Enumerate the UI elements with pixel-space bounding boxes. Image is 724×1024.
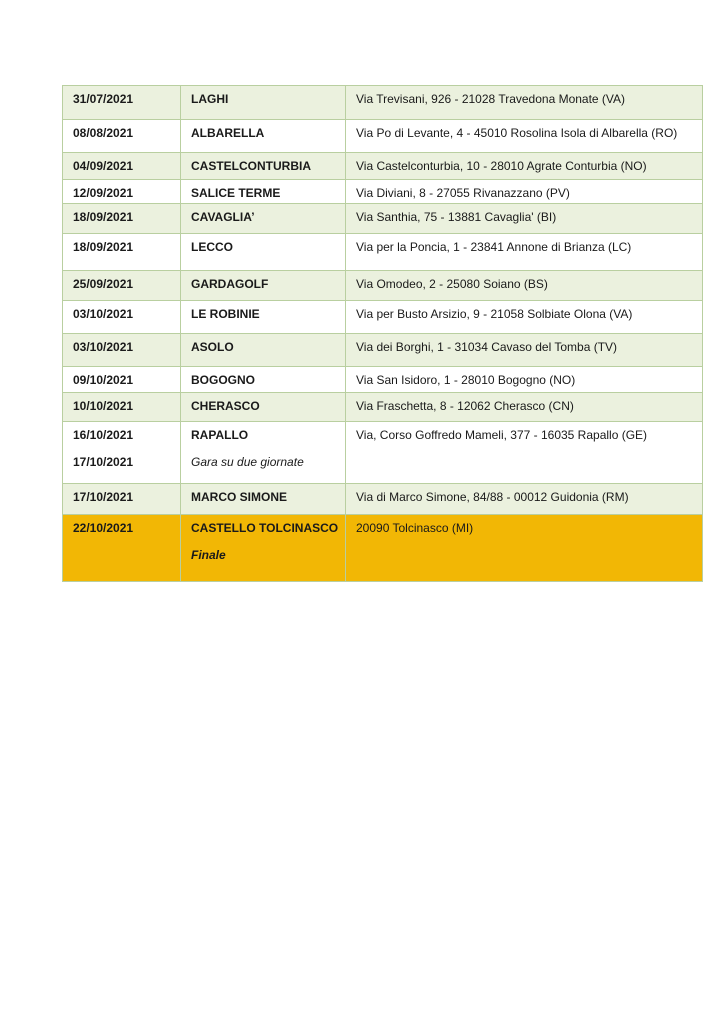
table-row — [63, 120, 703, 153]
course-cell: ALBARELLA — [191, 126, 265, 140]
table-row — [63, 484, 703, 515]
table-row — [63, 234, 703, 271]
address-cell: Via Trevisani, 926 - 21028 Travedona Monate (VA) — [356, 92, 626, 106]
table-row — [63, 422, 703, 484]
table-row — [63, 334, 703, 367]
table-row — [63, 271, 703, 301]
address-cell: Via Santhia, 75 - 13881 Cavaglia' (BI) — [356, 210, 557, 224]
address-cell: Via per Busto Arsizio, 9 - 21058 Solbiate Olona (VA) — [356, 307, 633, 321]
course-cell: CAVAGLIA’ — [191, 210, 255, 224]
table-row — [63, 180, 703, 204]
course-cell: ASOLO — [191, 340, 234, 354]
course-cell: CHERASCO — [191, 399, 260, 413]
course-cell: GARDAGOLF — [191, 277, 269, 291]
address-cell: Via Po di Levante, 4 - 45010 Rosolina Isola di Albarella (RO) — [356, 126, 678, 140]
date-cell: 04/09/2021 — [73, 159, 134, 173]
address-cell: Via Diviani, 8 - 27055 Rivanazzano (PV) — [356, 186, 570, 200]
table-row-final — [63, 515, 703, 582]
course-cell: MARCO SIMONE — [191, 490, 287, 504]
date-cell: 17/10/2021 — [73, 490, 134, 504]
table-row — [63, 204, 703, 234]
address-cell: Via Castelconturbia, 10 - 28010 Agrate Conturbia (NO) — [356, 159, 647, 173]
table-row — [63, 393, 703, 422]
date-cell: 22/10/2021 — [73, 521, 134, 535]
course-note: Finale — [191, 548, 226, 562]
date-cell: 18/09/2021 — [73, 240, 134, 254]
course-cell: BOGOGNO — [191, 373, 256, 387]
table-row — [63, 153, 703, 180]
date-cell: 12/09/2021 — [73, 186, 134, 200]
course-cell: CASTELCONTURBIA — [191, 159, 311, 173]
address-cell: Via Fraschetta, 8 - 12062 Cherasco (CN) — [356, 399, 574, 413]
course-cell: SALICE TERME — [191, 186, 281, 200]
table-row — [63, 301, 703, 334]
date-cell: 18/09/2021 — [73, 210, 134, 224]
date-cell-second: 17/10/2021 — [73, 455, 134, 469]
table-row — [63, 86, 703, 120]
date-cell: 16/10/2021 — [73, 428, 134, 442]
date-cell: 03/10/2021 — [73, 340, 134, 354]
course-cell: LAGHI — [191, 92, 229, 106]
course-cell: LE ROBINIE — [191, 307, 260, 321]
address-cell: Via per la Poncia, 1 - 23841 Annone di Brianza (LC) — [356, 240, 632, 254]
date-cell: 03/10/2021 — [73, 307, 134, 321]
date-cell: 09/10/2021 — [73, 373, 134, 387]
address-cell: Via, Corso Goffredo Mameli, 377 - 16035 Rapallo (GE) — [356, 428, 648, 442]
date-cell: 31/07/2021 — [73, 92, 134, 106]
address-cell: Via San Isidoro, 1 - 28010 Bogogno (NO) — [356, 373, 576, 387]
tournament-schedule-table — [62, 85, 703, 582]
address-cell: Via di Marco Simone, 84/88 - 00012 Guidonia (RM) — [356, 490, 629, 504]
date-cell: 08/08/2021 — [73, 126, 134, 140]
course-note: Gara su due giornate — [191, 455, 304, 469]
course-cell: CASTELLO TOLCINASCO — [191, 521, 339, 535]
address-cell: 20090 Tolcinasco (MI) — [356, 521, 474, 535]
address-cell: Via dei Borghi, 1 - 31034 Cavaso del Tomba (TV) — [356, 340, 618, 354]
table-row — [63, 367, 703, 393]
date-cell: 10/10/2021 — [73, 399, 134, 413]
address-cell: Via Omodeo, 2 - 25080 Soiano (BS) — [356, 277, 548, 291]
course-cell: RAPALLO — [191, 428, 249, 442]
date-cell: 25/09/2021 — [73, 277, 134, 291]
course-cell: LECCO — [191, 240, 233, 254]
